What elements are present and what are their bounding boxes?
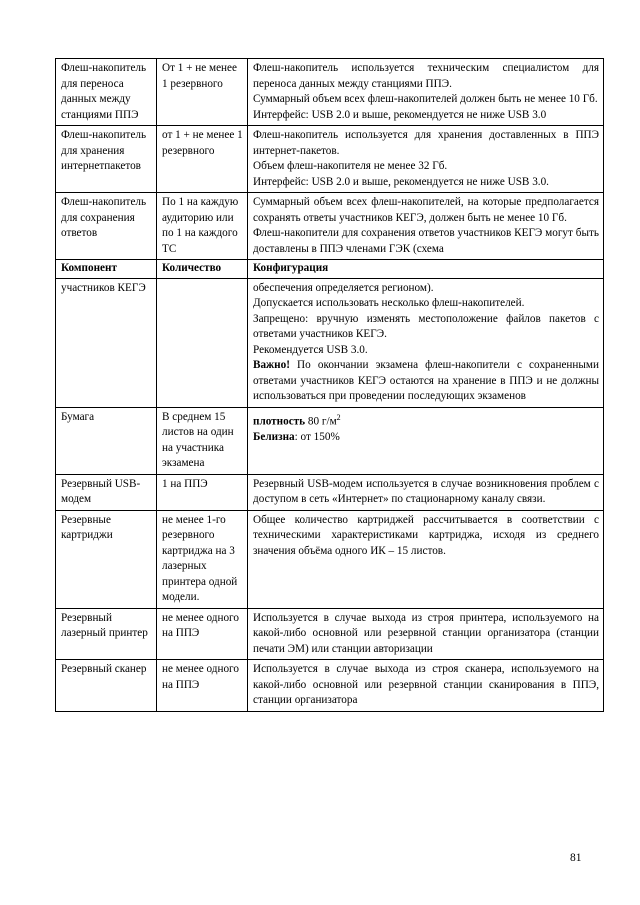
config-line: Допускается использовать несколько флеш-накопителей. <box>253 297 525 309</box>
config-cell <box>248 278 604 407</box>
table-row <box>56 278 604 407</box>
table-row <box>56 608 604 660</box>
table-row <box>56 474 604 510</box>
header-config: Конфигурация <box>248 260 604 279</box>
config-cell: Используется в случае выхода из строя принтера, используемого на какой-либо основной или резервной станции организатора (станции печати ЭМ) или станции авторизации <box>248 608 604 660</box>
header-quantity: Количество <box>157 260 248 279</box>
config-line: Интерфейс: USB 2.0 и выше, рекомендуется не ниже USB 3.0. <box>253 175 549 188</box>
quantity-cell: не менее одного на ППЭ <box>157 608 248 660</box>
config-cell <box>248 407 604 474</box>
table-row <box>56 510 604 608</box>
component-cell: Бумага <box>56 407 157 474</box>
config-line: Интерфейс: USB 2.0 и выше, рекомендуется не ниже USB 3.0 <box>253 108 547 121</box>
config-cell <box>248 193 604 260</box>
config-cell <box>248 59 604 126</box>
config-cell: Резервный USB-модем используется в случае возникновения проблем с доступом в сеть «Интернет» по стационарному каналу связи. <box>248 474 604 510</box>
page-number: 81 <box>570 852 582 864</box>
density-line <box>253 410 599 430</box>
quantity-cell: не менее 1-го резервного картриджа на 3 лазерных принтера одной модели. <box>157 510 248 608</box>
important-label: Важно! <box>253 359 290 371</box>
table-row <box>56 660 604 712</box>
component-cell: Флеш-накопитель для переноса данных между станциями ППЭ <box>56 59 157 126</box>
table-row <box>56 407 604 474</box>
density-label: плотность <box>253 415 306 428</box>
component-cell: Резервный USB-модем <box>56 474 157 510</box>
component-cell: участников КЕГЭ <box>56 278 157 407</box>
important-text: По окончании экзамена флеш-накопители с сохраненными ответами участников КЕГЭ остаются на хранение в ППЭ и не должны использоваться при проведении последующих экзаменов <box>253 359 599 402</box>
quantity-cell: От 1 + не менее 1 резервного <box>157 59 248 126</box>
important-note <box>253 358 599 405</box>
density-sup: 2 <box>336 412 341 422</box>
table-header-row <box>56 260 604 279</box>
config-line: Флеш-накопители для сохранения ответов участников КЕГЭ могут быть доставлены в ППЭ членами ГЭК (схема <box>253 227 599 255</box>
quantity-cell: не менее одного на ППЭ <box>157 660 248 712</box>
whiteness-line <box>253 430 599 446</box>
component-cell: Флеш-накопитель для хранения интернетпакетов <box>56 126 157 193</box>
config-line: Рекомендуется USB 3.0. <box>253 343 368 356</box>
header-component: Компонент <box>56 260 157 279</box>
whiteness-label: Белизна <box>253 430 295 443</box>
whiteness-value: : от 150% <box>294 430 340 443</box>
component-cell: Резервный лазерный принтер <box>56 608 157 660</box>
component-cell: Резервный сканер <box>56 660 157 712</box>
config-line: обеспечения определяется регионом). <box>253 281 434 294</box>
component-cell: Резервные картриджи <box>56 510 157 608</box>
config-line: Суммарный объем всех флеш-накопителей, на которые предполагается сохранять ответы участников КЕГЭ, должен быть не менее 10 Гб. <box>253 196 599 224</box>
density-value: 80 г/м <box>305 415 337 428</box>
config-cell: Используется в случае выхода из строя сканера, используемого на какой-либо основной или резервной станции сканирования в ППЭ, станции организатора <box>248 660 604 712</box>
component-cell: Флеш-накопитель для сохранения ответов <box>56 193 157 260</box>
config-line: Суммарный объем всех флеш-накопителей должен быть не менее 10 Гб. <box>253 93 598 105</box>
config-line: Объем флеш-накопителя не менее 32 Гб. <box>253 160 448 172</box>
table-row <box>56 59 604 126</box>
quantity-cell <box>157 278 248 407</box>
table-row <box>56 126 604 193</box>
quantity-cell: В среднем 15 листов на один на участника экзамена <box>157 407 248 474</box>
equipment-table <box>55 58 604 712</box>
quantity-cell: от 1 + не менее 1 резервного <box>157 126 248 193</box>
table-row <box>56 193 604 260</box>
quantity-cell: По 1 на каждую аудиторию или по 1 на каждого ТС <box>157 193 248 260</box>
config-line: Флеш-накопитель используется техническим специалистом для переноса данных между станциями ППЭ. <box>253 62 599 90</box>
config-cell <box>248 126 604 193</box>
quantity-cell: 1 на ППЭ <box>157 474 248 510</box>
config-cell: Общее количество картриджей рассчитывается в соответствии с техническими характеристиками картриджа, исходя из среднего значения объёма одного ИК – 15 листов. <box>248 510 604 608</box>
config-line: Флеш-накопитель используется для хранения доставленных в ППЭ интернет-пакетов. <box>253 129 599 157</box>
config-line: Запрещено: вручную изменять местоположение файлов пакетов с ответами участников КЕГЭ. <box>253 312 599 340</box>
